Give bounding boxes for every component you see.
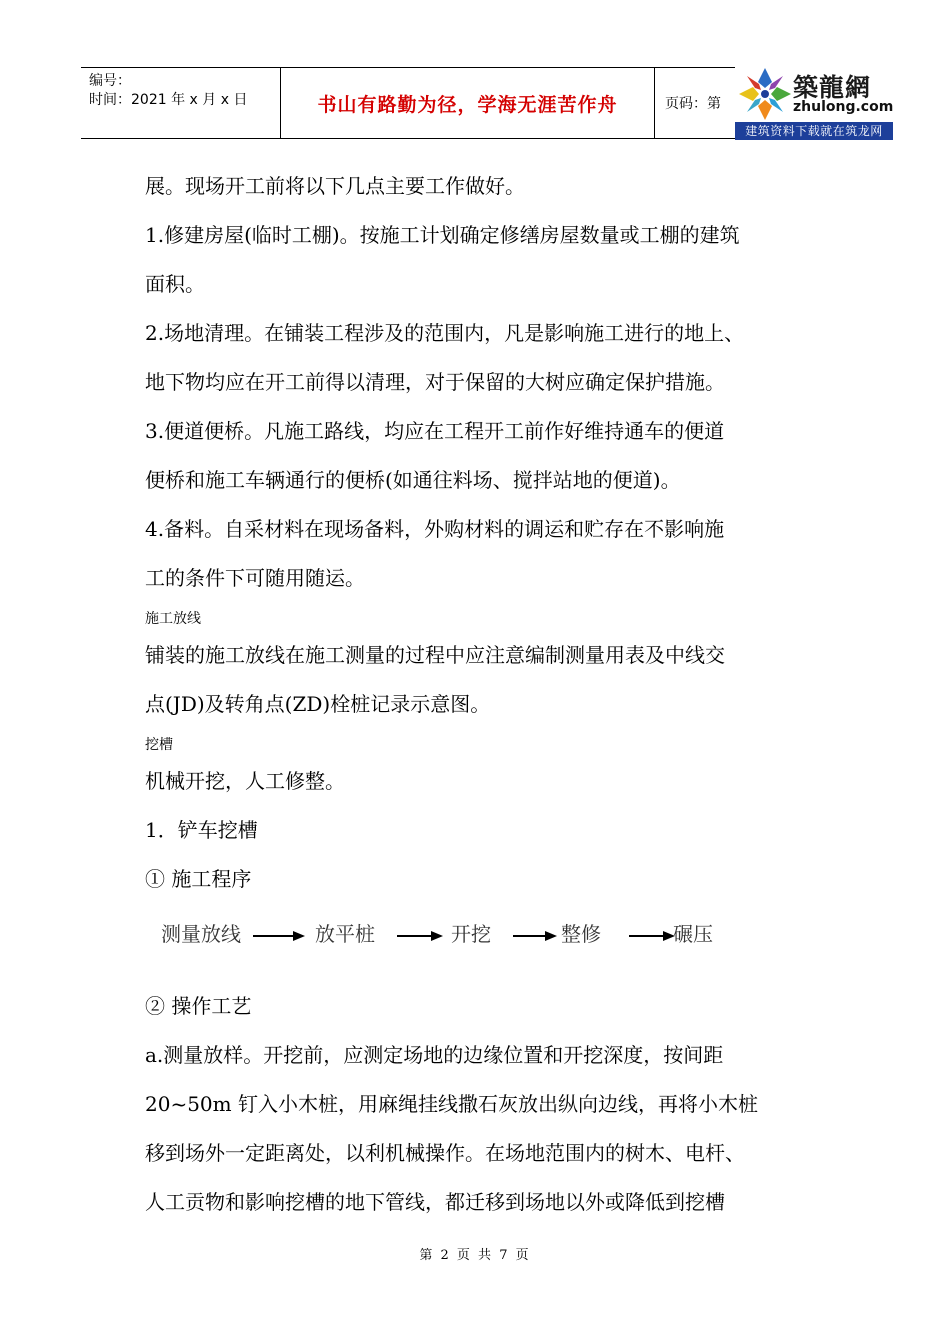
snowflake-logo-icon	[737, 66, 793, 122]
paragraph: 机械开挖，人工修整。	[145, 769, 345, 793]
motto-text: 书山有路勤为径，学海无涯苦作舟	[317, 93, 618, 116]
paragraph: 2.场地清理。在铺装工程涉及的范围内，凡是影响施工进行的地上、	[145, 321, 745, 345]
zhulong-logo	[735, 64, 893, 142]
flow-step: 整修	[561, 922, 601, 946]
paragraph: 3.便道便桥。凡施工路线，均应在工程开工前作好维持通车的便道	[145, 419, 725, 443]
section-heading-dig: 挖槽	[145, 737, 173, 753]
paragraph: 地下物均应在开工前得以清理，对于保留的大树应确定保护措施。	[145, 370, 725, 394]
paragraph: 点(JD)及转角点(ZD)栓桩记录示意图。	[145, 692, 491, 716]
paragraph: 铺装的施工放线在施工测量的过程中应注意编制测量用表及中线交	[145, 643, 725, 667]
right-arrow-icon	[629, 930, 675, 942]
paragraph: a.测量放样。开挖前，应测定场地的边缘位置和开挖深度，按间距	[145, 1043, 724, 1067]
document-body	[145, 162, 815, 1227]
paragraph: ② 操作工艺	[145, 994, 252, 1018]
paragraph: 展。现场开工前将以下几点主要工作做好。	[145, 174, 525, 198]
header-meta-cell	[81, 68, 281, 138]
paragraph: 1．铲车挖槽	[145, 818, 258, 842]
flow-step: 开挖	[451, 922, 491, 946]
time-label: 时间：2021 年 x 月 x 日	[89, 92, 248, 108]
flow-step: 放平桩	[315, 922, 375, 946]
paragraph: 便桥和施工车辆通行的便桥(如通往料场、搅拌站地的便道)。	[145, 468, 681, 492]
logo-name-cn: 築龍網	[793, 73, 872, 102]
flow-step: 测量放线	[161, 922, 241, 946]
logo-tagline: 建筑资料下载就在筑龙网	[735, 122, 893, 140]
process-flow-diagram	[145, 906, 765, 970]
paragraph: 面积。	[145, 272, 205, 296]
paragraph: 工的条件下可随用随运。	[145, 566, 365, 590]
page-footer: 第 2 页 共 7 页	[419, 1248, 531, 1263]
right-arrow-icon	[253, 930, 305, 942]
right-arrow-icon	[513, 930, 557, 942]
paragraph: 4.备料。自采材料在现场备料，外购材料的调运和贮存在不影响施	[145, 517, 725, 541]
paragraph: 移到场外一定距离处，以利机械操作。在场地范围内的树木、电杆、	[145, 1141, 745, 1165]
paragraph: 人工贡物和影响挖槽的地下管线，都迁移到场地以外或降低到挖槽	[145, 1190, 725, 1214]
section-heading-layout: 施工放线	[145, 611, 201, 627]
logo-name-en: zhulong.com	[793, 99, 894, 115]
flow-step: 碾压	[673, 922, 713, 946]
header-motto-cell	[281, 68, 655, 138]
paragraph: 20~50m 钉入小木桩，用麻绳挂线撒石灰放出纵向边线，再将小木桩	[145, 1092, 758, 1116]
paragraph: ① 施工程序	[145, 867, 252, 891]
right-arrow-icon	[397, 930, 443, 942]
paragraph: 1.修建房屋(临时工棚)。按施工计划确定修缮房屋数量或工棚的建筑	[145, 223, 740, 247]
page-label: 页码：第	[665, 96, 721, 112]
number-label: 编号：	[89, 73, 131, 89]
